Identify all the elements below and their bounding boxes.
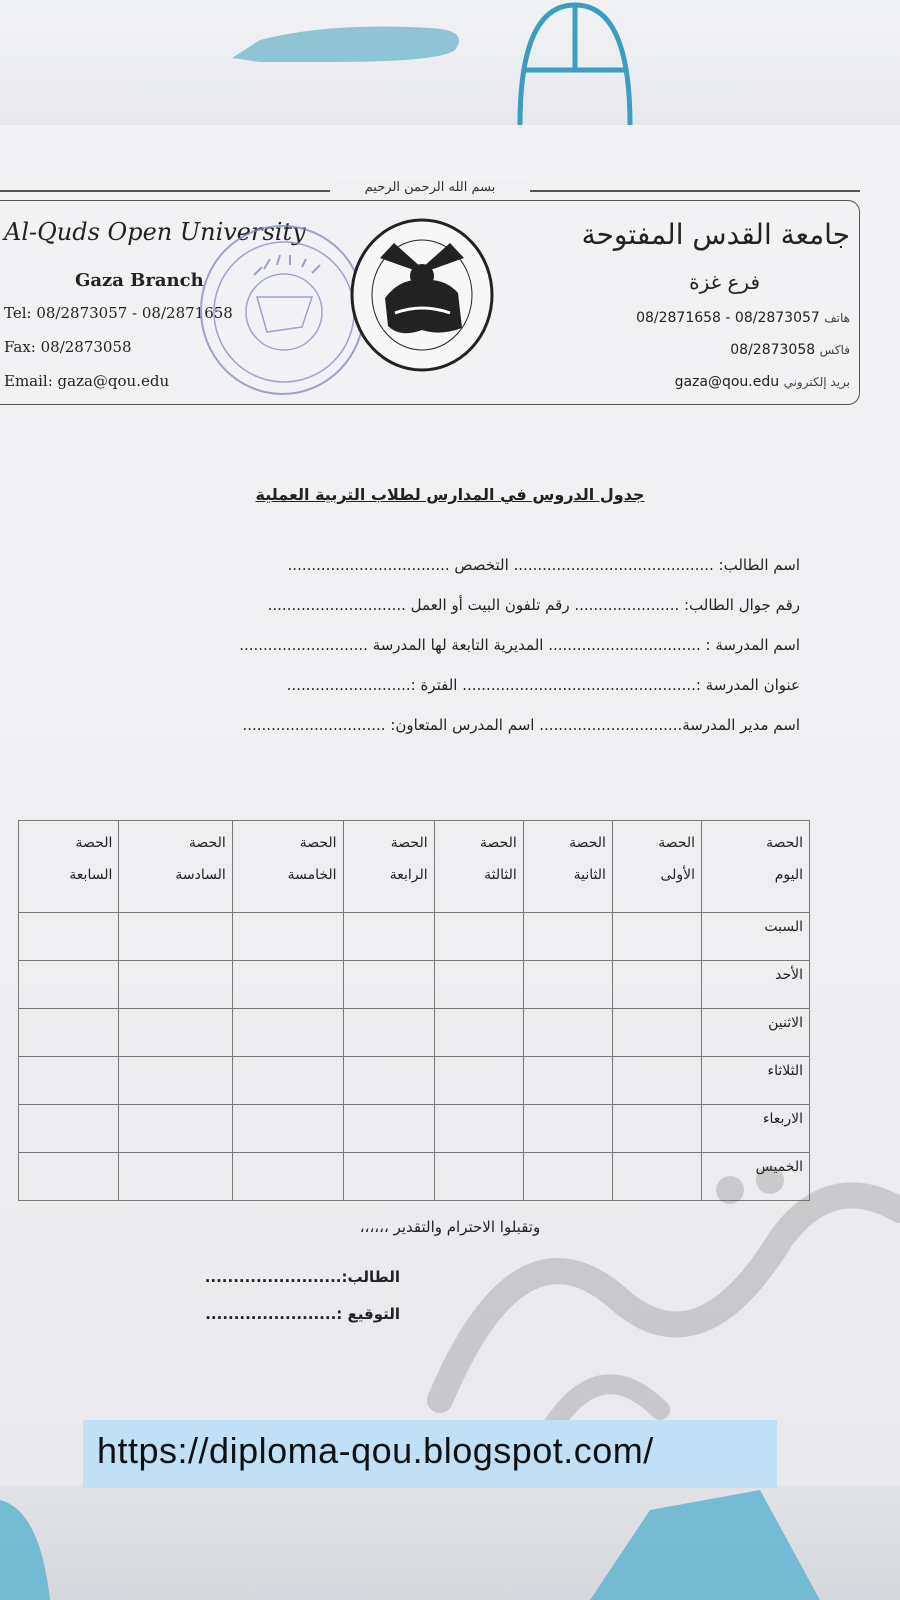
schedule-cell[interactable]: [19, 1105, 119, 1153]
table-row: [19, 961, 810, 1009]
schedule-cell[interactable]: [612, 913, 701, 961]
day-label-cell: السبت: [702, 913, 810, 961]
period-header: الحصة الرابعة: [343, 821, 434, 913]
branch-name-ar: فرع غزة: [689, 270, 760, 294]
period-header: الحصة الثالثة: [434, 821, 523, 913]
schedule-cell[interactable]: [19, 913, 119, 961]
fax-en: Fax: 08/2873058: [4, 338, 132, 356]
calligraphy-watermark: [400, 1150, 900, 1450]
schedule-cell[interactable]: [19, 1057, 119, 1105]
day-label-cell: الاثنين: [702, 1009, 810, 1057]
table-row: [19, 1009, 810, 1057]
schedule-cell[interactable]: [434, 961, 523, 1009]
field-principal-cooperating-teacher: اسم مدير المدرسة.............................. اسم المدرس المتعاون: ..............................: [242, 716, 800, 734]
fax-ar: فاكس 08/2873058: [730, 342, 850, 358]
table-row: [19, 1105, 810, 1153]
schedule-cell[interactable]: [232, 1009, 343, 1057]
schedule-cell[interactable]: [232, 1057, 343, 1105]
university-name-ar: جامعة القدس المفتوحة: [581, 218, 850, 251]
desk-background-bottom: [0, 1470, 900, 1600]
student-signature-line: الطالب:........................: [204, 1268, 400, 1286]
day-label-cell: الاربعاء: [702, 1105, 810, 1153]
schedule-cell[interactable]: [612, 1009, 701, 1057]
schedule-cell[interactable]: [523, 1105, 612, 1153]
period-header: الحصة الخامسة: [232, 821, 343, 913]
email-en: Email: gaza@qou.edu: [4, 372, 170, 390]
schedule-cell[interactable]: [119, 1009, 232, 1057]
university-name-en: Al-Quds Open University: [4, 218, 306, 246]
schedule-table: [18, 820, 810, 1201]
schedule-cell[interactable]: [434, 1105, 523, 1153]
schedule-cell[interactable]: [232, 1105, 343, 1153]
schedule-cell[interactable]: [343, 1105, 434, 1153]
basmala: بسم الله الرحمن الرحيم: [330, 180, 530, 202]
branch-stamp: [200, 225, 365, 395]
period-header: الحصة السادسة: [119, 821, 232, 913]
schedule-cell[interactable]: [434, 913, 523, 961]
schedule-cell[interactable]: [119, 1153, 232, 1201]
schedule-cell[interactable]: [119, 1057, 232, 1105]
blog-url-banner: https://diploma-qou.blogspot.com/: [83, 1420, 777, 1488]
schedule-cell[interactable]: [434, 1057, 523, 1105]
schedule-cell[interactable]: [434, 1009, 523, 1057]
table-row: [19, 913, 810, 961]
desk-background-top: [0, 0, 900, 130]
table-header-row: [19, 821, 810, 913]
period-header: الحصة السابعة: [19, 821, 119, 913]
schedule-cell[interactable]: [343, 1009, 434, 1057]
tel-en: Tel: 08/2873057 - 08/2871658: [4, 304, 233, 322]
schedule-cell[interactable]: [232, 961, 343, 1009]
phone-ar: هاتف 08/2873057 - 08/2871658: [636, 310, 850, 326]
field-school-directorate: اسم المدرسة : ................................ المديرية التابعة لها المدرسة ...........................: [239, 636, 800, 654]
email-ar: بريد إلكتروني gaza@qou.edu: [674, 374, 850, 390]
pen-and-mouse-graphic: [0, 0, 900, 130]
day-label-cell: الثلاثاء: [702, 1057, 810, 1105]
branch-name-en: Gaza Branch: [75, 270, 204, 291]
schedule-cell[interactable]: [232, 1153, 343, 1201]
field-mobile-home-phone: رقم جوال الطالب: ...................... رقم تلفون البيت أو العمل .............................: [267, 596, 800, 614]
schedule-cell[interactable]: [119, 913, 232, 961]
schedule-cell[interactable]: [343, 913, 434, 961]
schedule-cell[interactable]: [119, 1105, 232, 1153]
form-title: جدول الدروس في المدارس لطلاب التربية العملية: [255, 485, 645, 504]
day-label-cell: الأحد: [702, 961, 810, 1009]
schedule-cell[interactable]: [19, 961, 119, 1009]
schedule-cell[interactable]: [612, 1057, 701, 1105]
schedule-cell[interactable]: [343, 961, 434, 1009]
schedule-cell[interactable]: [523, 1057, 612, 1105]
university-logo: [350, 218, 495, 373]
signature-line: التوقيع :.......................: [205, 1305, 400, 1323]
table-row: [19, 1057, 810, 1105]
schedule-cell[interactable]: [343, 1057, 434, 1105]
schedule-cell[interactable]: [612, 1105, 701, 1153]
period-header: الحصة الثانية: [523, 821, 612, 913]
schedule-cell[interactable]: [612, 961, 701, 1009]
field-school-address-period: عنوان المدرسة :................................................. الفترة :..........................: [286, 676, 800, 694]
schedule-cell[interactable]: [232, 913, 343, 961]
corner-header-cell: الحصة اليوم: [702, 821, 810, 913]
schedule-cell[interactable]: [119, 961, 232, 1009]
schedule-cell[interactable]: [523, 913, 612, 961]
schedule-cell[interactable]: [19, 1153, 119, 1201]
day-label-cell: الخميس: [702, 1153, 810, 1201]
schedule-cell[interactable]: [19, 1009, 119, 1057]
schedule-cell[interactable]: [523, 1009, 612, 1057]
field-student-name-specialty: اسم الطالب: .......................................... التخصص ..................................: [287, 556, 800, 574]
schedule-cell[interactable]: [523, 961, 612, 1009]
closing-text: وتقبلوا الاحترام والتقدير ،،،،،،: [359, 1218, 541, 1236]
period-header: الحصة الأولى: [612, 821, 701, 913]
